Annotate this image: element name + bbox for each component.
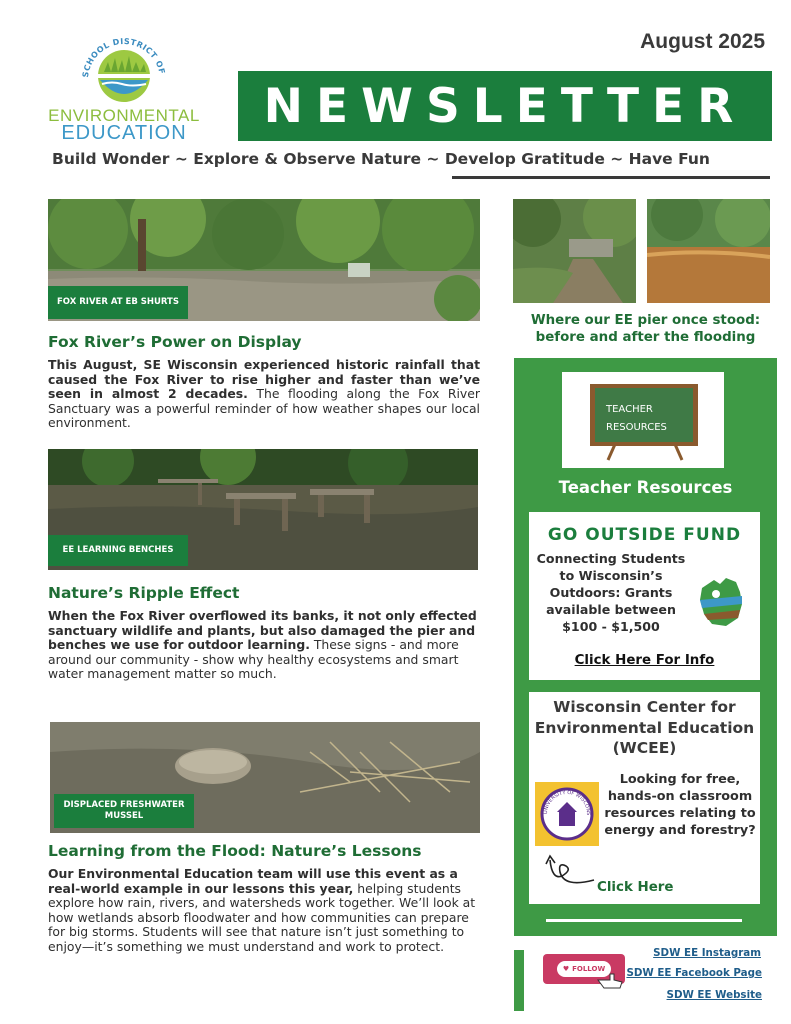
issue-date: August 2025 <box>640 30 765 53</box>
photo-label: EE LEARNING BENCHES <box>48 535 188 566</box>
logo-line-environmental: ENVIRONMENTAL <box>48 106 200 125</box>
newsletter-banner <box>238 71 772 141</box>
article-text: The flooding along the Fox River Sanctuary was a powerful reminder of how weather shapes our local environment. <box>48 386 480 430</box>
banner-title: NEWSLETTER <box>263 78 747 134</box>
article-lead: When the Fox River overflowed its banks, it not only effected sanctuary wildlife and plants, but also damaged the pier and benches we use for outdoor learning. <box>48 608 477 652</box>
wcee-description: Looking for free, hands-on classroom resources relating to energy and forestry? <box>604 772 756 838</box>
wcee-title: Wisconsin Center for Environmental Education (WCEE) <box>534 698 755 757</box>
facebook-link[interactable]: SDW EE Facebook Page <box>626 967 762 979</box>
article-body <box>48 867 480 954</box>
article-text: helping students explore how rain, rivers, and watersheds work together. We’ll look at how wetlands absorb floodwater and how communities can prepare for big storms. Students will see that nature isn’t just something to enjoy—it’s something we must understand and work to protect. <box>48 880 476 954</box>
teacher-resources-title: Teacher Resources <box>558 478 733 497</box>
uw-stevens-point-seal <box>535 782 599 846</box>
photo-freshwater-mussel <box>50 722 480 833</box>
curved-arrow-icon <box>544 852 598 888</box>
pointer-hand-icon <box>592 970 628 990</box>
tagline-divider <box>452 176 770 179</box>
article-headline: Fox River’s Power on Display <box>48 333 302 351</box>
teacher-resources-image[interactable] <box>562 372 724 468</box>
photo-fox-river <box>48 199 480 321</box>
article-lead: This August, SE Wisconsin experienced historic rainfall that caused the Fox River to rise higher and faster than we’ve seen in almost 2 decades. <box>48 357 480 401</box>
article-headline: Learning from the Flood: Nature’s Lessons <box>48 842 422 860</box>
article-lead: Our Environmental Education team will use this event as a real-world example in our lessons this year, <box>48 866 458 896</box>
pier-caption: Where our EE pier once stood: before and after the flooding <box>530 313 761 345</box>
article-headline: Nature’s Ripple Effect <box>48 584 240 602</box>
photo-label: FOX RIVER AT EB SHURTS <box>48 286 188 319</box>
tagline: Build Wonder ~ Explore & Observe Nature ~ Develop Gratitude ~ Have Fun <box>52 150 710 168</box>
social-accent-bar <box>514 950 524 1011</box>
article-body <box>48 609 480 682</box>
logo-arc-text: SCHOOL DISTRICT OF <box>81 36 167 79</box>
wisconsin-map-icon <box>696 574 748 630</box>
photo-learning-benches <box>48 449 478 570</box>
wcee-click-here-link[interactable]: Click Here <box>597 880 674 895</box>
fund-title: GO OUTSIDE FUND <box>547 525 742 545</box>
follow-label: FOLLOW <box>572 965 606 973</box>
instagram-link[interactable]: SDW EE Instagram <box>653 947 761 959</box>
chalkboard-line1: TEACHER <box>606 404 653 415</box>
photo-pier-after <box>647 199 770 303</box>
fund-info-link[interactable]: Click Here For Info <box>574 653 715 668</box>
seal-text: UNIVERSITY OF WISCONS <box>542 789 592 816</box>
panel-divider <box>546 919 742 922</box>
chalkboard-line2: RESOURCES <box>606 422 667 433</box>
photo-label: DISPLACED FRESHWATER MUSSEL <box>54 794 194 828</box>
fund-description: Connecting Students to Wisconsin’s Outdoors: Grants available between $100 - $1,500 <box>536 551 686 634</box>
logo-line-education: EDUCATION <box>61 122 187 144</box>
article-body <box>48 358 480 431</box>
heart-icon: ♥ <box>562 965 570 973</box>
article-text: These signs - and more around our community - show why healthy ecosystems and smart water management matter so much. <box>48 637 459 681</box>
photo-pier-before <box>513 199 636 303</box>
website-link[interactable]: SDW EE Website <box>666 989 762 1001</box>
